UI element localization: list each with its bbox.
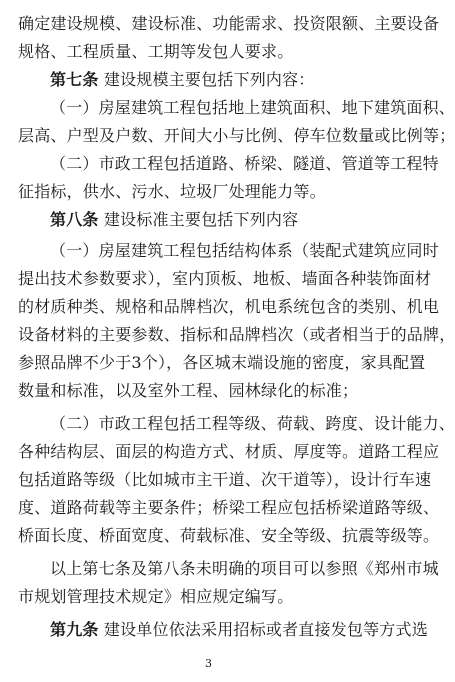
text-line: （一）房屋建筑工程包括结构体系（装配式建筑应同时 bbox=[50, 241, 439, 260]
article-label: 第九条 bbox=[50, 620, 99, 639]
text-line: 层高、户型及户数、开间大小与比例、停车位数量或比例等； bbox=[18, 126, 455, 145]
text-line: 度、道路荷载等主要条件；桥梁工程应包括桥梁道路等级、 bbox=[18, 498, 440, 517]
text-line: （二）市政工程包括工程等级、荷载、跨度、设计能力、 bbox=[50, 414, 455, 433]
text-line: 提出技术参数要求），室内顶板、地板、墙面各种装饰面材 bbox=[18, 269, 432, 288]
text-line: 桥面长度、桥面宽度、荷载标准、安全等级、抗震等级等。 bbox=[18, 526, 440, 545]
text-line: 各种结构层、面层的构造方式、材质、厚度等。道路工程应 bbox=[18, 442, 440, 461]
text-line: （二）市政工程包括道路、桥梁、隧道、管道等工程特 bbox=[50, 154, 439, 173]
text-line: 征指标，供水、污水、垃圾厂处理能力等。 bbox=[18, 182, 326, 201]
article-text: 建设标准主要包括下列内容 bbox=[103, 210, 299, 229]
text-line: 参照品牌不少于3个），各区城末端设施的密度，家具配置 bbox=[18, 353, 426, 372]
article-seven-heading bbox=[50, 70, 398, 90]
text-line: 设备材料的主要参数、指标和品牌档次（或者相当于的品牌， bbox=[18, 325, 455, 344]
article-eight-heading bbox=[50, 210, 398, 230]
page-number: 3 bbox=[205, 657, 212, 670]
article-nine-heading bbox=[50, 620, 428, 640]
text-line: （一）房屋建筑工程包括地上建筑面积、地下建筑面积、 bbox=[50, 98, 455, 117]
article-label: 第八条 bbox=[50, 210, 99, 229]
article-text: 建设规模主要包括下列内容： bbox=[103, 70, 315, 89]
text-line: 以上第七条及第八条未明确的项目可以参照《郑州市城 bbox=[50, 559, 439, 578]
article-label: 第七条 bbox=[50, 70, 99, 89]
text-line: 规格、工程质量、工期等发包人要求。 bbox=[18, 42, 294, 61]
text-line: 的材质种类、规格和品牌档次，机电系统包含的类别、机电 bbox=[18, 297, 440, 316]
text-line: 市规划管理技术规定》相应规定编写。 bbox=[18, 587, 294, 606]
article-text: 建设单位依法采用招标或者直接发包等方式选 bbox=[103, 620, 428, 639]
text-line: 数量和标准，以及室外工程、园林绿化的标准； bbox=[18, 381, 359, 400]
text-line: 确定建设规模、建设标准、功能需求、投资限额、主要设备 bbox=[18, 14, 440, 33]
text-line: 包括道路等级（比如城市主干道、次干道等），设计行车速 bbox=[18, 470, 432, 489]
